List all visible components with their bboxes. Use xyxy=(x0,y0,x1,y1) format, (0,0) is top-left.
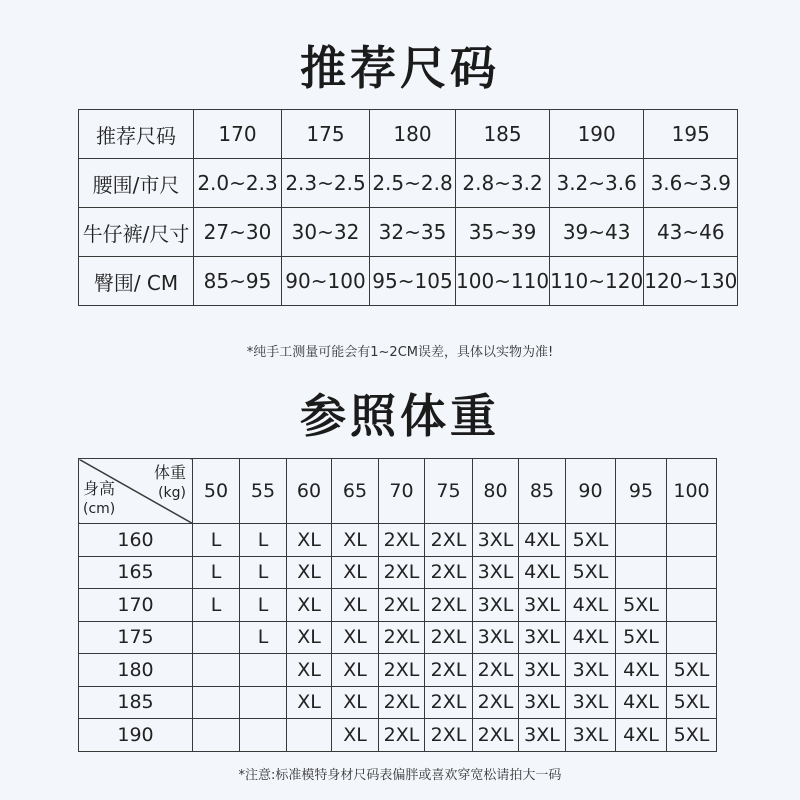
size-header-cell: 175 xyxy=(282,110,370,159)
size-cell: 43~46 xyxy=(644,208,738,257)
size-header-cell: 195 xyxy=(644,110,738,159)
size-cell: 120~130 xyxy=(644,257,738,306)
recommended-size-cell: 5XL xyxy=(616,621,667,654)
recommended-size-cell: XL xyxy=(332,589,379,622)
size-cell: 3.2~3.6 xyxy=(550,159,644,208)
recommended-size-cell: 3XL xyxy=(566,719,616,752)
weight-unit: (kg) xyxy=(158,485,186,501)
recommended-size-cell: 3XL xyxy=(519,686,566,719)
size-header-cell: 180 xyxy=(370,110,456,159)
recommended-size-cell xyxy=(667,621,717,654)
recommended-size-cell: 2XL xyxy=(425,654,473,687)
recommended-size-cell xyxy=(616,524,667,557)
recommended-size-cell xyxy=(193,621,240,654)
recommended-size-cell: XL xyxy=(287,556,332,589)
size-cell: 27~30 xyxy=(194,208,282,257)
recommended-size-cell: 3XL xyxy=(473,556,519,589)
recommended-size-cell: 3XL xyxy=(519,654,566,687)
recommended-size-cell: 3XL xyxy=(519,589,566,622)
weight-header-cell: 55 xyxy=(240,459,287,524)
size-header-row xyxy=(79,110,738,159)
recommended-size-cell: 4XL xyxy=(519,556,566,589)
size-row-label: 腰围/市尺 xyxy=(79,159,194,208)
recommended-size-cell: 2XL xyxy=(425,686,473,719)
recommended-size-cell: 3XL xyxy=(473,621,519,654)
size-row xyxy=(79,159,738,208)
recommended-size-cell: XL xyxy=(332,686,379,719)
height-cell: 170 xyxy=(79,589,193,622)
recommended-size-cell: 2XL xyxy=(425,621,473,654)
height-cell: 175 xyxy=(79,621,193,654)
recommended-size-cell xyxy=(287,719,332,752)
recommended-size-cell xyxy=(193,686,240,719)
recommended-size-cell xyxy=(616,556,667,589)
recommended-size-cell: 5XL xyxy=(667,719,717,752)
size-row xyxy=(79,208,738,257)
recommended-size-cell: 3XL xyxy=(566,654,616,687)
recommended-size-cell: 5XL xyxy=(566,524,616,557)
recommended-size-cell: L xyxy=(193,524,240,557)
recommended-size-cell: 2XL xyxy=(379,589,425,622)
recommended-size-cell: XL xyxy=(287,654,332,687)
recommended-size-cell: 2XL xyxy=(473,654,519,687)
recommended-size-cell: L xyxy=(240,589,287,622)
size-row-label: 臀围/ CM xyxy=(79,257,194,306)
weight-chart-title: 参照体重 xyxy=(300,389,500,443)
recommended-size-cell: XL xyxy=(332,524,379,557)
recommended-size-cell: L xyxy=(240,524,287,557)
recommended-size-cell: 5XL xyxy=(616,589,667,622)
recommended-size-cell: 2XL xyxy=(379,686,425,719)
recommended-size-cell: 3XL xyxy=(473,589,519,622)
recommended-size-cell: XL xyxy=(287,686,332,719)
recommended-size-cell: 5XL xyxy=(667,686,717,719)
size-header-cell: 190 xyxy=(550,110,644,159)
size-chart-table xyxy=(78,109,738,306)
weight-header-row xyxy=(79,459,717,524)
weight-header-cell: 85 xyxy=(519,459,566,524)
recommended-size-cell: XL xyxy=(287,524,332,557)
recommended-size-cell: 3XL xyxy=(519,621,566,654)
recommended-size-cell: 2XL xyxy=(425,556,473,589)
weight-header-cell: 80 xyxy=(473,459,519,524)
recommended-size-cell: XL xyxy=(332,719,379,752)
height-cell: 165 xyxy=(79,556,193,589)
recommended-size-cell: L xyxy=(193,589,240,622)
recommended-size-cell: XL xyxy=(287,589,332,622)
size-header-cell: 185 xyxy=(456,110,550,159)
recommended-size-cell: L xyxy=(240,556,287,589)
recommended-size-cell xyxy=(667,524,717,557)
weight-header-cell: 65 xyxy=(332,459,379,524)
recommended-size-cell: 5XL xyxy=(667,654,717,687)
size-cell: 110~120 xyxy=(550,257,644,306)
size-row-label: 牛仔裤/尺寸 xyxy=(79,208,194,257)
recommended-size-cell: 4XL xyxy=(616,686,667,719)
recommended-size-cell: L xyxy=(240,621,287,654)
recommended-size-cell: 3XL xyxy=(519,719,566,752)
weight-header-cell: 90 xyxy=(566,459,616,524)
height-axis-label xyxy=(83,479,115,519)
recommended-size-cell: 2XL xyxy=(379,719,425,752)
size-chart-title: 推荐尺码 xyxy=(300,41,500,95)
fit-note: *注意:标准模特身材尺码表偏胖或喜欢穿宽松请拍大一码 xyxy=(238,768,562,783)
recommended-size-cell: 2XL xyxy=(379,524,425,557)
corner-header-cell xyxy=(79,459,193,524)
weight-header-cell: 95 xyxy=(616,459,667,524)
size-row xyxy=(79,257,738,306)
recommended-size-cell: 2XL xyxy=(425,719,473,752)
recommended-size-cell: 4XL xyxy=(616,719,667,752)
weight-row xyxy=(79,621,717,654)
weight-label: 体重 xyxy=(153,463,186,482)
size-cell: 35~39 xyxy=(456,208,550,257)
recommended-size-cell: 2XL xyxy=(425,589,473,622)
weight-row xyxy=(79,556,717,589)
recommended-size-cell xyxy=(667,589,717,622)
recommended-size-cell: 2XL xyxy=(473,686,519,719)
recommended-size-cell: 5XL xyxy=(566,556,616,589)
recommended-size-cell: 4XL xyxy=(616,654,667,687)
height-label: 身高 xyxy=(83,479,116,498)
size-cell: 30~32 xyxy=(282,208,370,257)
recommended-size-cell xyxy=(240,686,287,719)
recommended-size-cell: XL xyxy=(287,621,332,654)
weight-chart-table xyxy=(78,458,717,752)
size-cell: 39~43 xyxy=(550,208,644,257)
recommended-size-cell xyxy=(193,654,240,687)
measurement-note: *纯手工测量可能会有1~2CM误差，具体以实物为准! xyxy=(246,345,554,360)
recommended-size-cell: 3XL xyxy=(566,686,616,719)
height-cell: 185 xyxy=(79,686,193,719)
size-cell: 100~110 xyxy=(456,257,550,306)
size-cell: 85~95 xyxy=(194,257,282,306)
recommended-size-cell: 2XL xyxy=(425,524,473,557)
height-unit: (cm) xyxy=(83,501,116,517)
recommended-size-cell: 3XL xyxy=(473,524,519,557)
weight-row xyxy=(79,589,717,622)
recommended-size-cell: 2XL xyxy=(473,719,519,752)
size-cell: 3.6~3.9 xyxy=(644,159,738,208)
weight-header-cell: 60 xyxy=(287,459,332,524)
height-cell: 180 xyxy=(79,654,193,687)
weight-row xyxy=(79,719,717,752)
recommended-size-cell: XL xyxy=(332,556,379,589)
recommended-size-cell xyxy=(193,719,240,752)
weight-axis-label xyxy=(154,463,186,503)
size-cell: 2.0~2.3 xyxy=(194,159,282,208)
weight-header-cell: 50 xyxy=(193,459,240,524)
recommended-size-cell: 2XL xyxy=(379,654,425,687)
weight-header-cell: 75 xyxy=(425,459,473,524)
recommended-size-cell: L xyxy=(193,556,240,589)
recommended-size-cell xyxy=(240,654,287,687)
weight-row xyxy=(79,686,717,719)
weight-row xyxy=(79,524,717,557)
weight-header-cell: 70 xyxy=(379,459,425,524)
recommended-size-cell: XL xyxy=(332,621,379,654)
size-cell: 32~35 xyxy=(370,208,456,257)
size-cell: 2.8~3.2 xyxy=(456,159,550,208)
recommended-size-cell xyxy=(667,556,717,589)
height-cell: 190 xyxy=(79,719,193,752)
recommended-size-cell: 2XL xyxy=(379,621,425,654)
size-cell: 2.5~2.8 xyxy=(370,159,456,208)
size-header-label: 推荐尺码 xyxy=(79,110,194,159)
size-cell: 2.3~2.5 xyxy=(282,159,370,208)
size-header-cell: 170 xyxy=(194,110,282,159)
height-cell: 160 xyxy=(79,524,193,557)
recommended-size-cell: XL xyxy=(332,654,379,687)
recommended-size-cell: 4XL xyxy=(566,589,616,622)
size-cell: 95~105 xyxy=(370,257,456,306)
recommended-size-cell xyxy=(240,719,287,752)
size-cell: 90~100 xyxy=(282,257,370,306)
recommended-size-cell: 2XL xyxy=(379,556,425,589)
recommended-size-cell: 4XL xyxy=(519,524,566,557)
weight-header-cell: 100 xyxy=(667,459,717,524)
weight-row xyxy=(79,654,717,687)
recommended-size-cell: 4XL xyxy=(566,621,616,654)
